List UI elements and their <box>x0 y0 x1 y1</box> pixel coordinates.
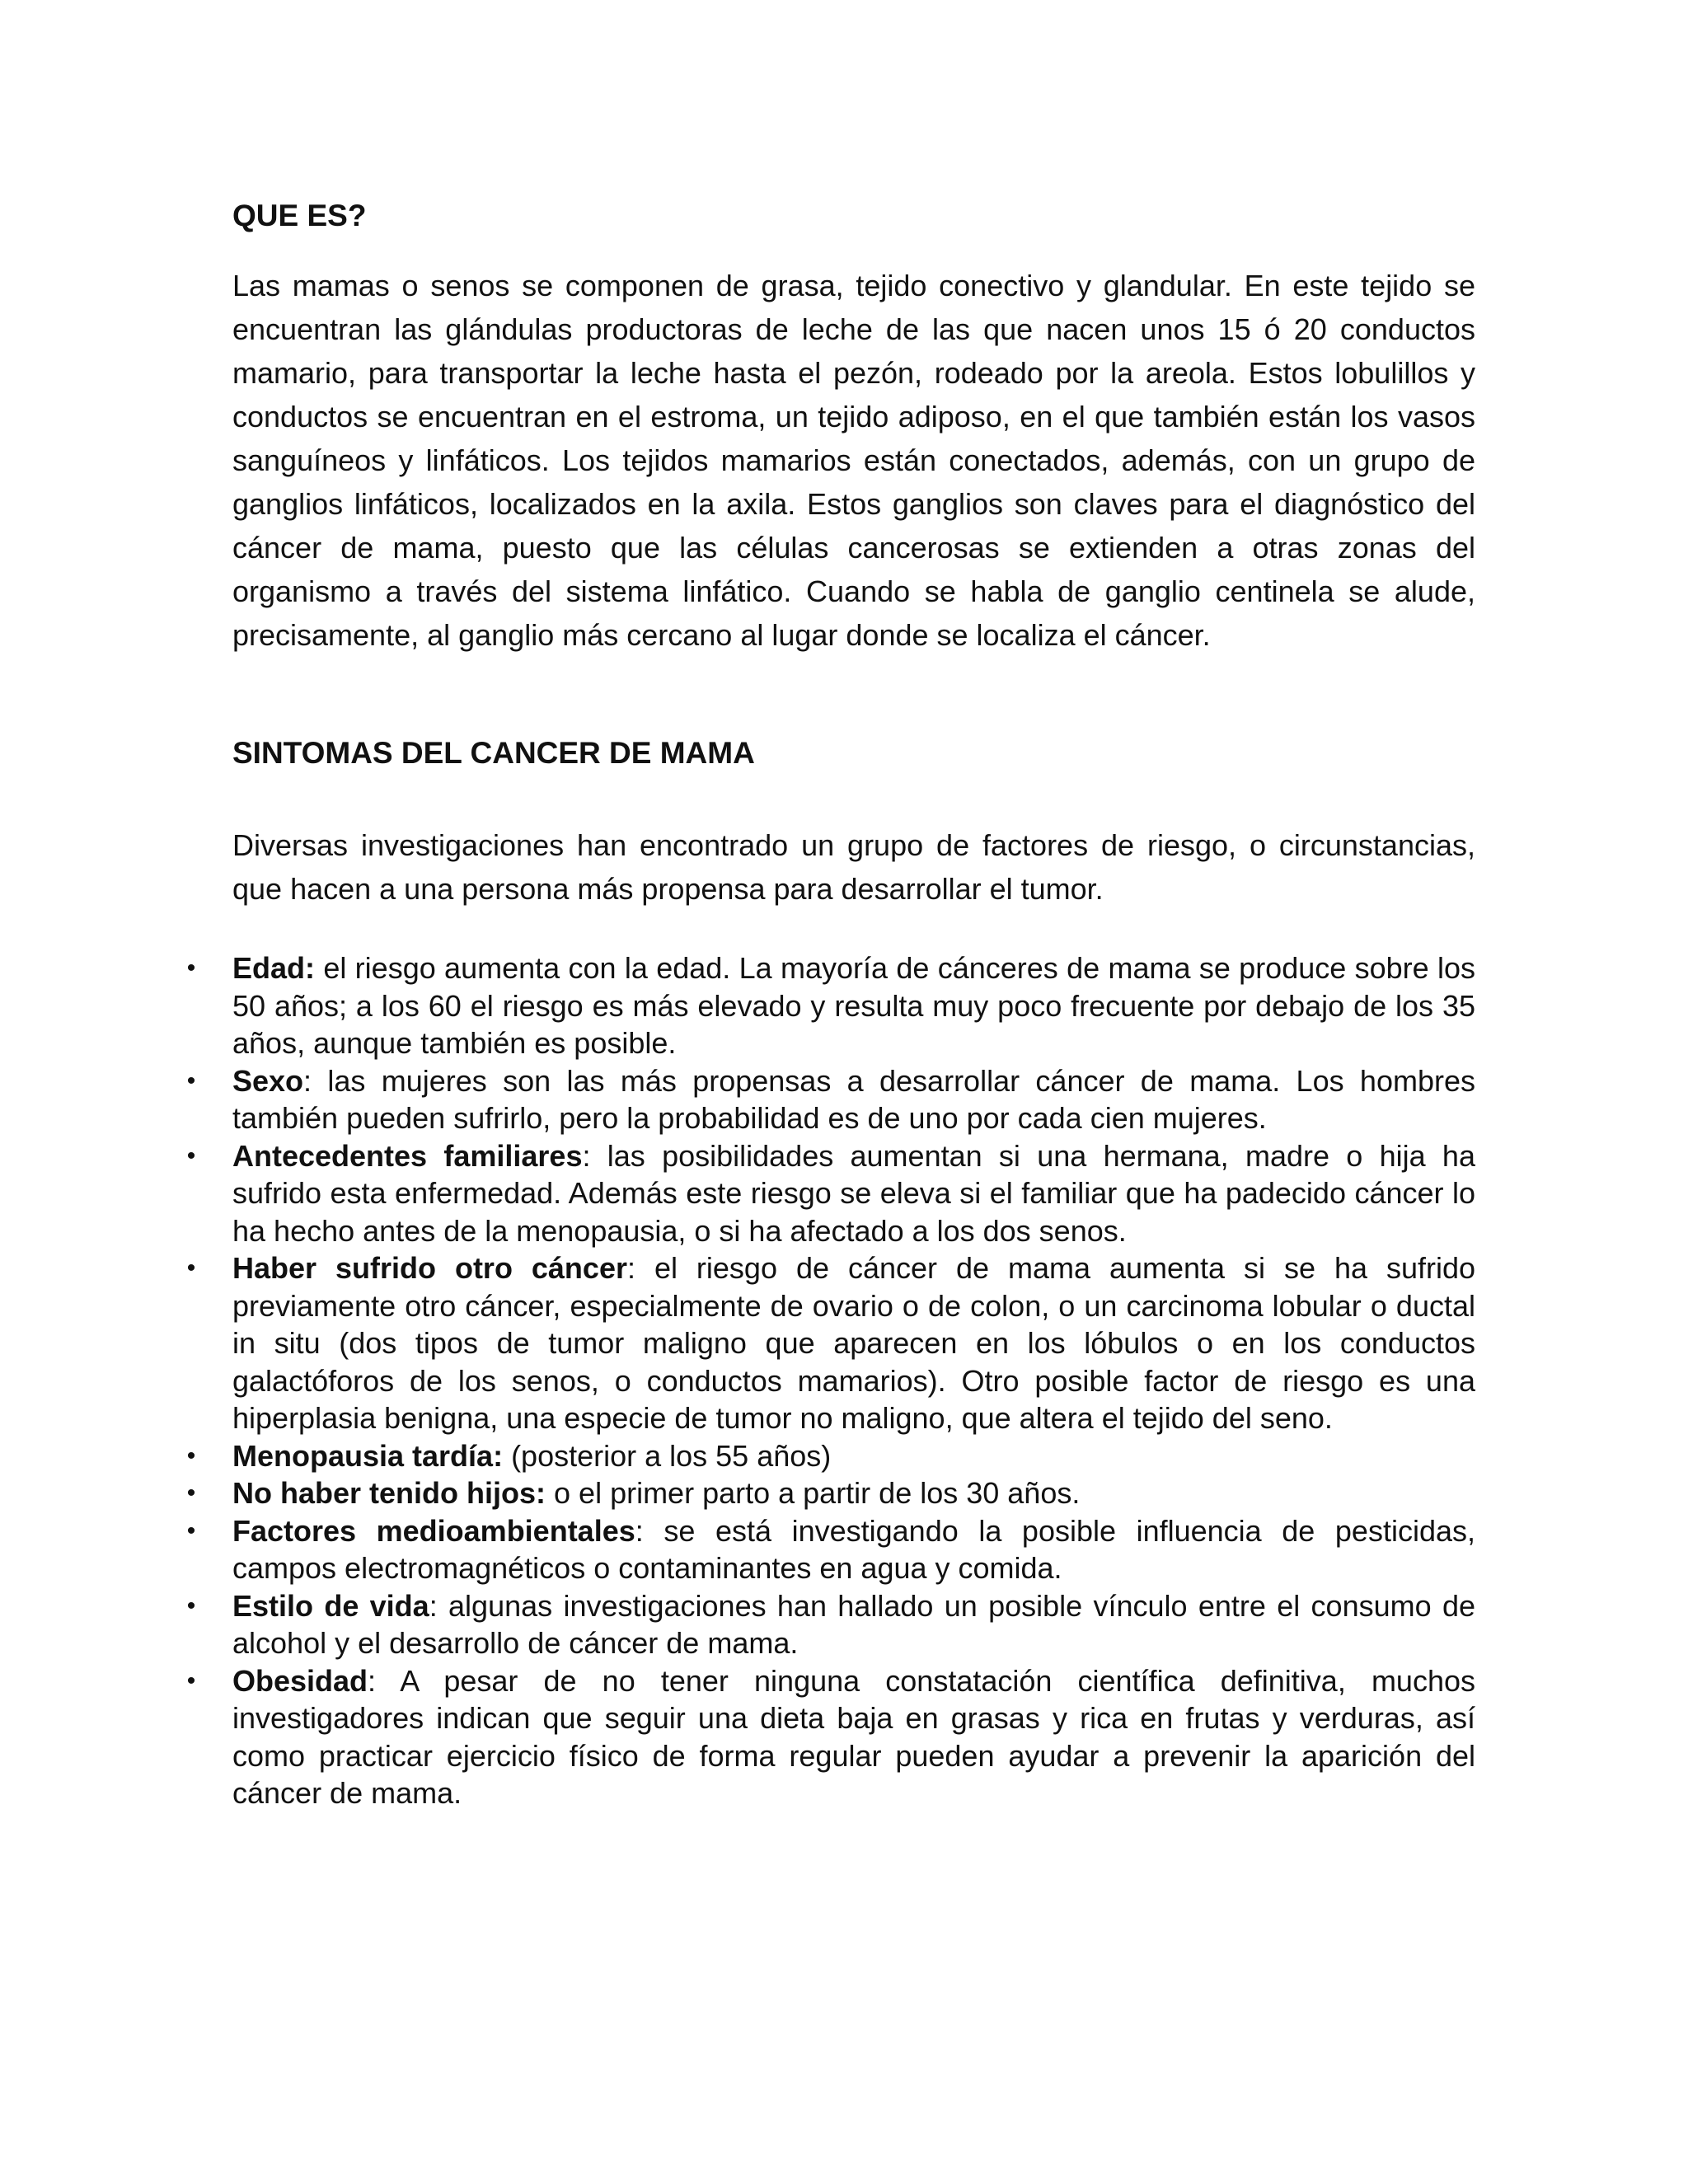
risk-description: : las posibilidades aumentan si una hermana, madre o hija ha sufrido esta enfermedad. Además este riesgo se eleva si el familiar que ha padecido cáncer lo ha hecho antes de la menopausia, o si ha afectado a los dos senos. <box>232 1138 1475 1248</box>
list-item <box>186 1249 1475 1437</box>
list-item <box>186 1137 1475 1250</box>
list-item <box>186 1587 1475 1662</box>
list-item <box>186 1437 1475 1475</box>
risk-term: Estilo de vida <box>232 1588 429 1623</box>
risk-term: No haber tenido hijos: <box>232 1476 546 1510</box>
risk-factor-list <box>186 949 1475 1812</box>
bullet-icon: • <box>186 1441 196 1469</box>
bullet-icon: • <box>186 1141 196 1169</box>
definition-paragraph: Las mamas o senos se componen de grasa, tejido conectivo y glandular. En este tejido se encuentran las glándulas productoras de leche de las que nacen unos 15 ó 20 conductos mamario, para transportar la leche hasta el pezón, rodeado por la areola. Estos lobulillos y conductos se encuentran en el estroma, un tejido adiposo, en el que también están los vasos sanguíneos y linfáticos. Los tejidos mamarios están conectados, además, con un grupo de ganglios linfáticos, localizados en la axila. Estos ganglios son claves para el diagnóstico del cáncer de mama, puesto que las células cancerosas se extienden a otras zonas del organismo a través del sistema linfático. Cuando se habla de ganglio centinela se alude, precisamente, al ganglio más cercano al lugar donde se localiza el cáncer. <box>232 269 1475 652</box>
risk-description: : el riesgo de cáncer de mama aumenta si se ha sufrido previamente otro cáncer, especialmente de ovario o de colon, o un carcinoma lobular o ductal in situ (dos tipos de tumor maligno que aparecen en los lóbulos o en los conductos galactóforos de los senos, o conductos mamarios). Otro posible factor de riesgo es una hiperplasia benigna, una especie de tumor no maligno, que altera el tejido del seno. <box>232 1251 1475 1435</box>
list-item <box>186 1512 1475 1587</box>
bullet-icon: • <box>186 1516 196 1544</box>
risk-term: Sexo <box>232 1063 304 1098</box>
heading-que-es: QUE ES? <box>232 199 367 232</box>
risk-term: Menopausia tardía: <box>232 1438 504 1473</box>
list-item <box>186 1474 1475 1512</box>
risk-description: : algunas investigaciones han hallado un posible vínculo entre el consumo de alcohol y el desarrollo de cáncer de mama. <box>232 1588 1475 1660</box>
risk-term: Antecedentes familiares <box>232 1138 583 1173</box>
bullet-icon: • <box>186 1479 196 1507</box>
bullet-icon: • <box>186 1591 196 1619</box>
intro-paragraph: Diversas investigaciones han encontrado un grupo de factores de riesgo, o circunstancias, que hacen a una persona más propensa para desarrollar el tumor. <box>232 828 1475 906</box>
bullet-icon: • <box>186 954 196 982</box>
risk-description: : A pesar de no tener ninguna constatación científica definitiva, muchos investigadores indican que seguir una dieta baja en grasas y rica en frutas y verduras, así como practicar ejercicio físico de forma regular pueden ayudar a prevenir la aparición del cáncer de mama. <box>232 1663 1475 1810</box>
list-item <box>186 1662 1475 1812</box>
risk-term: Factores medioambientales <box>232 1513 635 1548</box>
bullet-icon: • <box>186 1666 196 1694</box>
risk-term: Obesidad <box>232 1663 368 1698</box>
list-item <box>186 1062 1475 1137</box>
risk-description: : las mujeres son las más propensas a desarrollar cáncer de mama. Los hombres también pueden sufrirlo, pero la probabilidad es de uno por cada cien mujeres. <box>232 1063 1475 1135</box>
bullet-icon: • <box>186 1254 196 1282</box>
heading-sintomas: SINTOMAS DEL CANCER DE MAMA <box>232 736 755 770</box>
risk-term: Haber sufrido otro cáncer <box>232 1251 627 1285</box>
risk-description: : se está investigando la posible influencia de pesticidas, campos electromagnéticos o contaminantes en agua y comida. <box>232 1513 1475 1585</box>
list-item <box>186 949 1475 1062</box>
risk-term: Edad: <box>232 951 316 985</box>
risk-description: (posterior a los 55 años) <box>503 1438 832 1473</box>
risk-description: el riesgo aumenta con la edad. La mayoría de cánceres de mama se produce sobre los 50 años; a los 60 el riesgo es más elevado y resulta muy poco frecuente por debajo de los 35 años, aunque también es posible. <box>232 951 1475 1060</box>
risk-description: o el primer parto a partir de los 30 años. <box>546 1476 1081 1510</box>
bullet-icon: • <box>186 1066 196 1094</box>
